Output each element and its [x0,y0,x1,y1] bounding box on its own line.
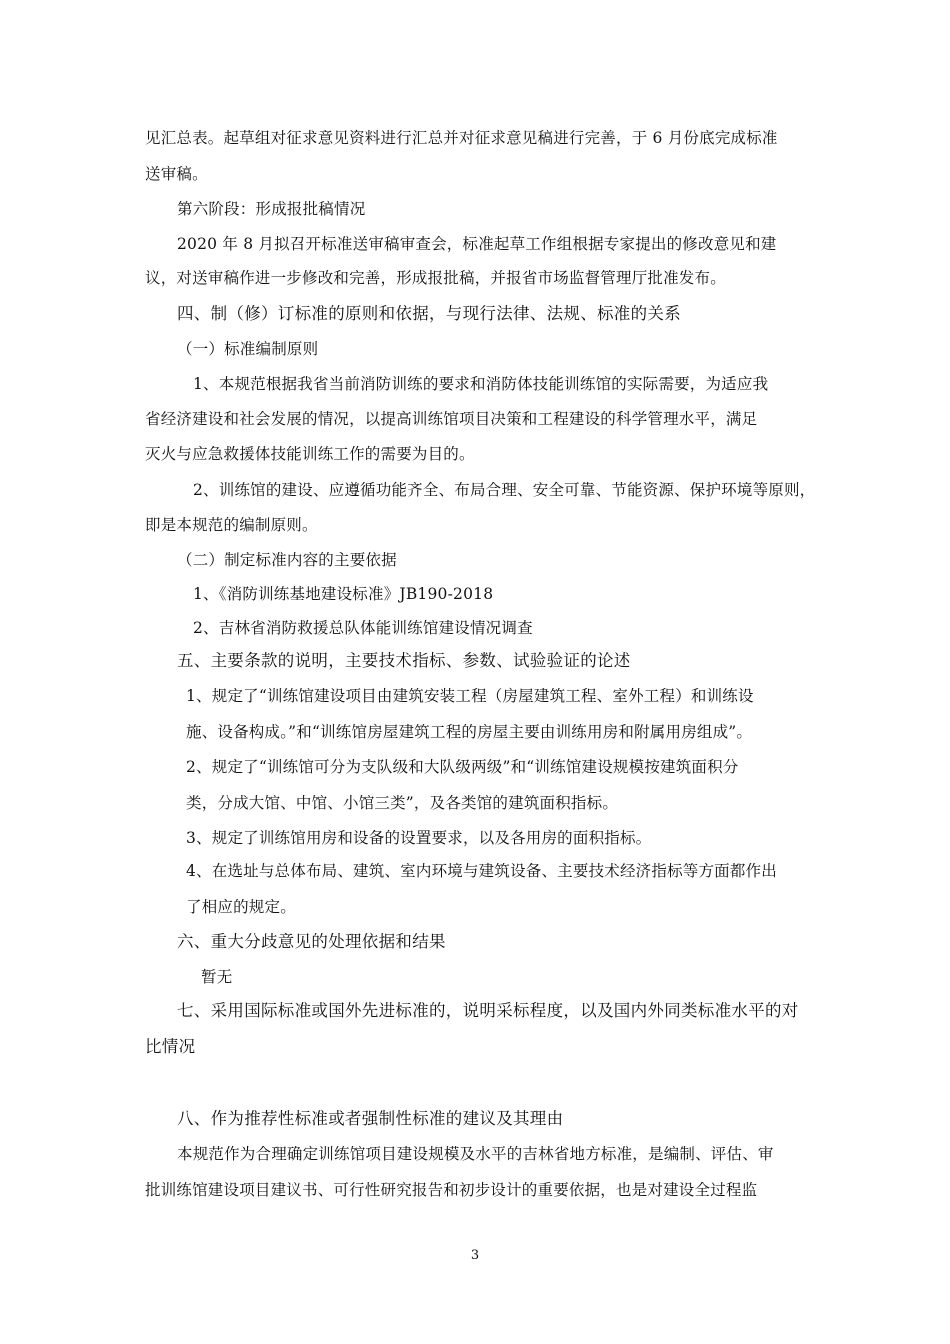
paragraph-line: 4、在选址与总体布局、建筑、室内环境与建筑设备、主要技术经济指标等方面都作出 [186,862,777,880]
paragraph-line: 1、本规范根据我省当前消防训练的要求和消防体技能训练馆的实际需要，为适应我 [193,375,769,393]
paragraph-line: 送审稿。 [145,165,208,183]
paragraph-line: 暂无 [201,968,233,986]
paragraph-line: 了相应的规定。 [186,898,296,916]
list-item: 1、《消防训练基地建设标准》JB190-2018 [193,585,494,603]
stage-six-heading: 第六阶段：形成报批稿情况 [177,200,366,218]
paragraph-line: 2020 年 8 月拟召开标准送审稿审查会，标准起草工作组根据专家提出的修改意见和建 [177,235,777,253]
paragraph-line: 议，对送审稿作进一步修改和完善，形成报批稿，并报省市场监督管理厅批准发布。 [145,269,726,287]
section-heading-5: 五、主要条款的说明，主要技术指标、参数、试验验证的论述 [177,651,631,670]
paragraph-line: 类，分成大馆、中馆、小馆三类”，及各类馆的建筑面积指标。 [186,794,619,812]
paragraph-line: 批训练馆建设项目建议书、可行性研究报告和初步设计的重要依据，也是对建设全过程监 [145,1181,758,1199]
section-heading-8: 八、作为推荐性标准或者强制性标准的建议及其理由 [177,1109,564,1128]
section-heading-4: 四、制（修）订标准的原则和依据，与现行法律、法规、标准的关系 [177,304,681,323]
section-heading-7: 七、采用国际标准或国外先进标准的，说明采标程度，以及国内外同类标准水平的对 [177,1001,799,1020]
list-item: 2、吉林省消防救援总队体能训练馆建设情况调查 [193,619,533,637]
paragraph-line: 灭火与应急救援体技能训练工作的需要为目的。 [145,445,475,463]
paragraph-line: 省经济建设和社会发展的情况，以提高训练馆项目决策和工程建设的科学管理水平，满足 [145,410,758,428]
paragraph-line: 本规范作为合理确定训练馆项目建设规模及水平的吉林省地方标准，是编制、评估、审 [177,1145,774,1163]
subsection-heading: （二）制定标准内容的主要依据 [177,551,397,569]
paragraph-line: 施、设备构成。”和“训练馆房屋建筑工程的房屋主要由训练用房和附属用房组成”。 [186,723,753,741]
section-heading-7-cont: 比情况 [145,1037,196,1056]
paragraph-line: 即是本规范的编制原则。 [145,516,318,534]
paragraph-line: 3、规定了训练馆用房和设备的设置要求，以及各用房的面积指标。 [186,829,652,847]
paragraph-line: 2、规定了“训练馆可分为支队级和大队级两级”和“训练馆建设规模按建筑面积分 [186,758,739,776]
paragraph-line: 2、训练馆的建设、应遵循功能齐全、布局合理、安全可靠、节能资源、保护环境等原则， [193,481,816,499]
paragraph-line: 见汇总表。起草组对征求意见资料进行汇总并对征求意见稿进行完善，于 6 月份底完成标准 [145,129,778,147]
section-heading-6: 六、重大分歧意见的处理依据和结果 [177,932,446,951]
page-number: 3 [470,1248,480,1263]
subsection-heading: （一）标准编制原则 [177,340,319,358]
paragraph-line: 1、规定了“训练馆建设项目由建筑安装工程（房屋建筑工程、室外工程）和训练设 [186,687,754,705]
